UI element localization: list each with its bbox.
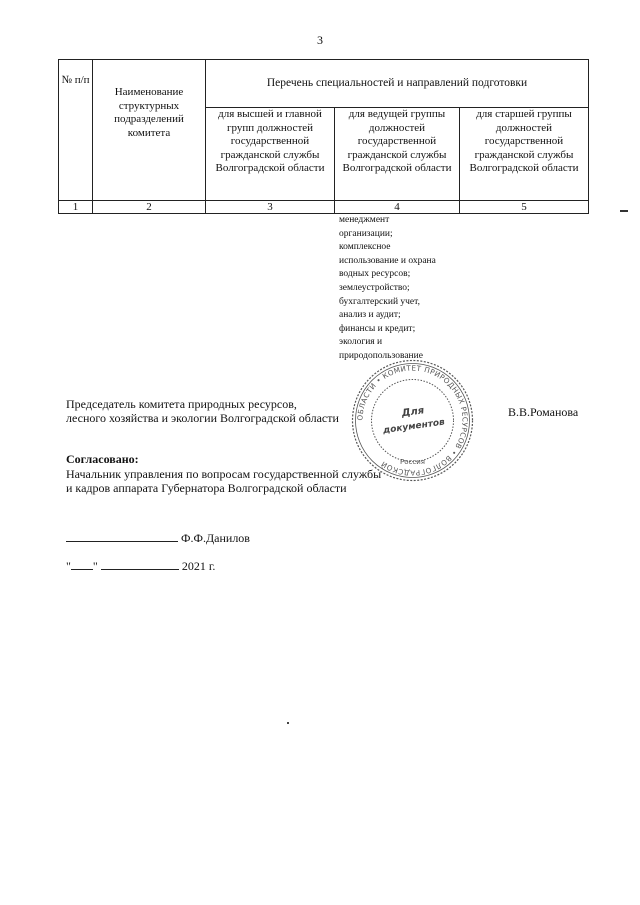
specialties-table — [58, 59, 589, 214]
header-leading-group: для ведущей группы должностей государственной гражданской службы Волгоградской области — [335, 108, 460, 201]
stamp-center-line2: документов — [382, 417, 446, 437]
approver-signature-line — [66, 530, 250, 545]
page-number: 3 — [317, 33, 323, 47]
specialty-item: финансы и кредит; — [339, 323, 416, 334]
specialty-item: экология и — [339, 337, 383, 348]
approver-title-line2: и кадров аппарата Губернатора Волгоградской области — [66, 481, 347, 495]
specialty-item: комплексное — [339, 242, 391, 253]
approver-title — [66, 467, 381, 495]
header-specialties-list: Перечень специальностей и направлений подготовки — [206, 60, 589, 108]
chair-name: В.В.Романова — [508, 405, 579, 419]
specialty-item: организации; — [339, 228, 393, 239]
signature-blank — [66, 530, 178, 542]
specialty-item: природопользование — [339, 350, 423, 361]
specialty-item: анализ и аудит; — [339, 310, 401, 321]
chair-title-line1: Председатель комитета природных ресурсов, — [66, 397, 297, 411]
approver-title-line1: Начальник управления по вопросам государственной службы — [66, 467, 382, 481]
scan-dot — [287, 722, 289, 724]
date-line — [66, 558, 215, 573]
stamp-bottom-text: Россия — [400, 458, 425, 466]
date-quote-close: " — [92, 559, 98, 573]
column-index: 4 — [335, 201, 460, 214]
date-quote-open: " — [66, 559, 71, 573]
day-blank — [71, 558, 93, 570]
specialty-item: использование и охрана — [339, 255, 436, 266]
header-number: № п/п — [59, 60, 93, 201]
stamp-center-line1: Для — [400, 405, 425, 420]
column-index: 5 — [460, 201, 589, 214]
margin-mark — [620, 210, 628, 212]
header-subdivision: Наименование структурных подразделений комитета — [93, 60, 206, 201]
official-stamp — [350, 358, 475, 483]
column-index: 1 — [59, 201, 93, 214]
specialty-item: землеустройство; — [339, 282, 410, 293]
column-index: 3 — [206, 201, 335, 214]
leading-group-specialties — [339, 214, 464, 364]
column-index: 2 — [93, 201, 206, 214]
date-year: 2021 г. — [181, 559, 216, 573]
month-blank — [101, 558, 179, 570]
specialty-item: бухгалтерский учет, — [339, 296, 420, 307]
header-higher-group: для высшей и главной групп должностей государственной гражданской службы Волгоградской области — [206, 108, 335, 201]
stamp-ring-text: ОБЛАСТИ • КОМИТЕТ ПРИРОДНЫХ РЕСУРСОВ • ВОЛГОГРАДСКОЙ — [355, 363, 470, 478]
agreed-label: Согласовано: — [66, 452, 139, 466]
chair-title-line2: лесного хозяйства и экологии Волгоградской области — [66, 411, 339, 425]
specialty-item: менеджмент — [339, 215, 390, 225]
column-index-row — [59, 201, 589, 214]
specialty-item: водных ресурсов; — [339, 269, 411, 280]
header-senior-group: для старшей группы должностей государственной гражданской службы Волгоградской области — [460, 108, 589, 201]
approver-name: Ф.Ф.Данилов — [181, 531, 250, 545]
chair-signature-block — [66, 397, 339, 425]
